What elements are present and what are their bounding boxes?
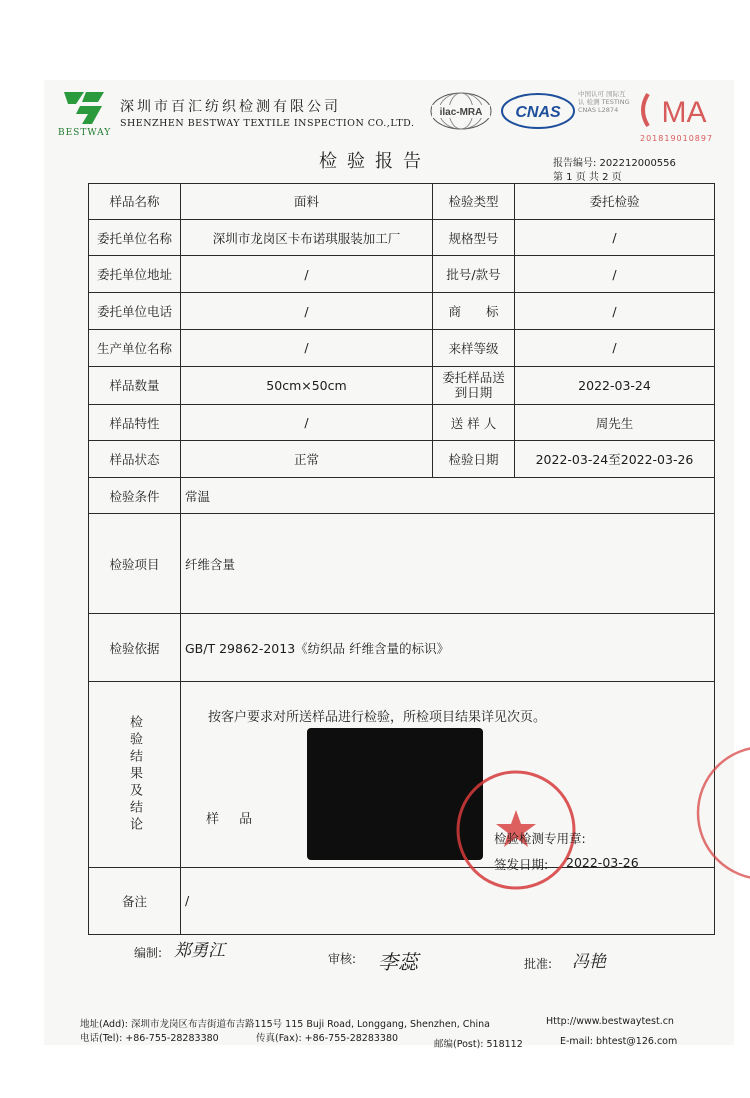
value-remark: / bbox=[181, 867, 715, 934]
cma-logo bbox=[634, 88, 724, 132]
issue-date-value: 2022-03-26 bbox=[566, 855, 639, 870]
value-client-addr: / bbox=[181, 256, 433, 293]
value-feature: / bbox=[181, 405, 433, 441]
cnas-note: 中国认可 国际互认 检测 TESTING CNAS L2874 bbox=[578, 90, 630, 114]
value-client-name: 深圳市龙岗区卡布诺琪服装加工厂 bbox=[181, 219, 433, 256]
value-client-tel: / bbox=[181, 293, 433, 330]
reviewed-signature: 李蕊 bbox=[378, 950, 418, 974]
bestway-logo-icon bbox=[62, 90, 108, 126]
label-client-addr: 委托单位地址 bbox=[89, 256, 181, 293]
value-sender: 周先生 bbox=[515, 405, 715, 441]
ilac-label: ilac-MRA bbox=[439, 107, 483, 118]
logo-text: BESTWAY bbox=[58, 128, 112, 138]
label-item: 检验项目 bbox=[89, 514, 181, 614]
cma-number: 201819010897 bbox=[640, 134, 714, 143]
value-item: 纤维含量 bbox=[181, 514, 715, 614]
company-name-cn: 深圳市百汇纺织检测有限公司 bbox=[120, 99, 341, 115]
footer-tel: 电话(Tel): +86-755-28283380 bbox=[80, 1033, 219, 1044]
value-batch-no: / bbox=[515, 256, 715, 293]
label-feature: 样品特性 bbox=[89, 405, 181, 441]
label-batch-no: 批号/款号 bbox=[433, 256, 515, 293]
value-basis: GB/T 29862-2013《纺织品 纤维含量的标识》 bbox=[181, 614, 715, 681]
footer-address: 地址(Add): 深圳市龙岗区布吉街道布吉路115号 115 Buji Road, Longgang, Shenzhen, China bbox=[80, 1019, 490, 1030]
value-state: 正常 bbox=[181, 441, 433, 478]
footer-http: Http://www.bestwaytest.cn bbox=[546, 1016, 674, 1027]
value-condition: 常温 bbox=[181, 477, 715, 514]
value-spec-model: / bbox=[515, 219, 715, 256]
ilac-mra-logo bbox=[428, 90, 494, 132]
label-sample-name: 样品名称 bbox=[89, 184, 181, 220]
label-basis: 检验依据 bbox=[89, 614, 181, 681]
cnas-label: CNAS bbox=[515, 104, 561, 121]
value-inspect-date: 2022-03-24至2022-03-26 bbox=[515, 441, 715, 478]
label-client-name: 委托单位名称 bbox=[89, 219, 181, 256]
label-result: 检验结果及结论 bbox=[127, 714, 142, 834]
reviewed-label: 审核: bbox=[328, 952, 357, 966]
approved-label: 批准: bbox=[524, 957, 553, 971]
label-spec-model: 规格型号 bbox=[433, 219, 515, 256]
label-state: 样品状态 bbox=[89, 441, 181, 478]
value-trademark: / bbox=[515, 293, 715, 330]
cnas-logo bbox=[500, 92, 576, 130]
approved-signature: 冯艳 bbox=[572, 952, 606, 972]
label-condition: 检验条件 bbox=[89, 477, 181, 514]
label-client-tel: 委托单位电话 bbox=[89, 293, 181, 330]
label-trademark: 商 标 bbox=[433, 293, 515, 330]
label-quantity: 样品数量 bbox=[89, 366, 181, 405]
footer-fax: 传真(Fax): +86-755-28283380 bbox=[256, 1033, 399, 1044]
label-manufacturer: 生产单位名称 bbox=[89, 329, 181, 366]
value-grade: / bbox=[515, 329, 715, 366]
value-sample-name: 面料 bbox=[181, 184, 433, 220]
partial-seal-stamp bbox=[692, 738, 750, 888]
compiled-signature: 郑勇江 bbox=[174, 941, 225, 961]
report-number: 报告编号: 202212000556 bbox=[553, 158, 676, 169]
label-grade: 来样等级 bbox=[433, 329, 515, 366]
report-title: 检验报告 bbox=[319, 151, 431, 172]
footer-post: 邮编(Post): 518112 bbox=[434, 1039, 523, 1050]
sample-label: 样 品 bbox=[206, 812, 261, 827]
label-sender: 送 样 人 bbox=[433, 405, 515, 441]
value-manufacturer: / bbox=[181, 329, 433, 366]
value-quantity: 50cm×50cm bbox=[181, 366, 433, 405]
result-text: 按客户要求对所送样品进行检验，所检项目结果详见次页。 bbox=[208, 710, 547, 725]
value-delivery-date: 2022-03-24 bbox=[515, 366, 715, 405]
label-remark: 备注 bbox=[89, 867, 181, 934]
value-inspect-type: 委托检验 bbox=[515, 184, 715, 220]
cma-label: MA bbox=[661, 96, 707, 129]
label-inspect-date: 检验日期 bbox=[433, 441, 515, 478]
issue-date-label: 签发日期: bbox=[494, 857, 549, 872]
label-delivery-date: 委托样品送到日期 bbox=[433, 366, 515, 405]
seal-label: 检验检测专用章: bbox=[494, 831, 586, 846]
label-inspect-type: 检验类型 bbox=[433, 184, 515, 220]
compiled-label: 编制: bbox=[134, 946, 163, 960]
page-indicator: 第 1 页 共 2 页 bbox=[553, 172, 622, 183]
company-name-en: SHENZHEN BESTWAY TEXTILE INSPECTION CO.,LTD. bbox=[120, 118, 415, 129]
footer-email: E-mail: bhtest@126.com bbox=[560, 1036, 678, 1047]
